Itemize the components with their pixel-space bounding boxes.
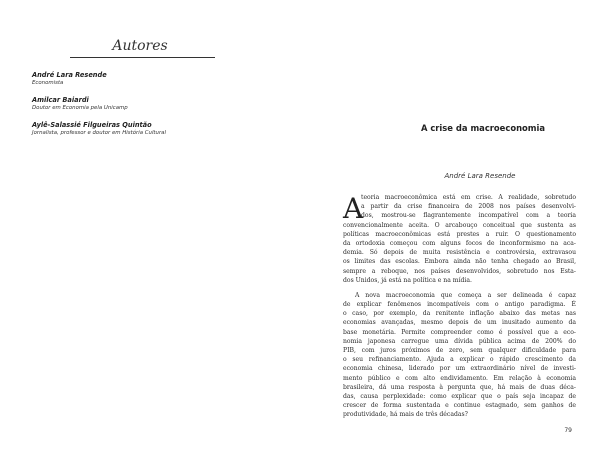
author-entry: [32, 96, 292, 112]
author-name: Amilcar Baiardi: [32, 96, 89, 104]
text-line: a partir da crise financeira de 2008 nos países desenvolvi-: [361, 203, 576, 211]
author-entry: [32, 121, 292, 137]
text-line: produtividade, há mais de três décadas?: [343, 411, 468, 419]
paragraph-2: [343, 291, 576, 420]
text-line: A nova macroeconomia que começa a ser delineada é capaz: [355, 291, 576, 299]
page-number: 79: [564, 427, 572, 434]
text-line: políticas macroeconômicas está prestes a ruir. O questionamento: [343, 230, 576, 238]
text-line: da ortodoxia começou com alguns focos de inconformismo na aca-: [343, 239, 576, 247]
text-line: sempre a reboque, nos países desenvolvidos, sobretudo nos Esta-: [343, 267, 576, 275]
author-role: Jornalista, professor e doutor em História Cultural: [32, 130, 166, 136]
text-line: brasileira, dá uma resposta à pergunta que, há mais de duas déca-: [343, 383, 576, 391]
text-line: convencionalmente aceita. O arcabouço conceitual que sustenta as: [343, 221, 576, 229]
text-line: teoria macroeconômica está em crise. A realidade, sobretudo: [361, 194, 576, 201]
text-line: base monetária. Permite compreender como é possível que a eco-: [343, 328, 576, 336]
text-line: dos Unidos, já está na política e na mídia.: [343, 276, 472, 284]
article-title: A crise da macroeconomia: [420, 123, 546, 133]
text-line: mento público e com alto endividamento. Em relação à economia: [343, 374, 576, 382]
paragraph-1: [343, 193, 576, 285]
author-name: André Lara Resende: [32, 71, 107, 79]
text-line: PIB, com juros próximos de zero, sem qualquer dificuldade para: [343, 347, 576, 354]
text-line: de explicar fenômenos incompatíveis com o antigo paradigma. É: [343, 301, 576, 309]
text-line: demia. Só depois de muita resistência e controvérsia, extravasou: [343, 249, 576, 257]
article-author: André Lara Resende: [444, 172, 516, 180]
author-entry: [32, 71, 292, 87]
author-name: Aylê-Salassié Filgueiras Quintão: [32, 121, 152, 129]
title-underline: [70, 57, 215, 58]
text-line: nomia japonesa carregue uma dívida pública acima de 200% do: [343, 337, 576, 345]
drop-cap: A: [343, 192, 364, 225]
article-body: [343, 193, 576, 420]
text-line: dos, mostrou-se flagrantemente incompatível com a teoria: [361, 212, 576, 220]
text-line: economias avançadas, mesmo depois de um inusitado aumento da: [343, 319, 576, 327]
text-line: crescer de forma sustentada e continue estagnado, sem ganhos de: [343, 402, 576, 410]
text-line: economia chinesa, liderado por um extraordinário nível de investi-: [343, 365, 576, 373]
text-line: o caso, por exemplo, da renitente inflação abaixo das metas nas: [343, 310, 576, 318]
text-line: das, causa perplexidade: como explicar que o país seja incapaz de: [343, 392, 576, 400]
right-page: [300, 0, 600, 453]
text-line: os limites das escolas. Embora ainda não tenha chegado ao Brasil,: [343, 258, 576, 266]
text-line: o seu refinanciamento. Ajuda a explicar o rápido crescimento da: [343, 356, 576, 364]
author-role: Economista: [32, 80, 64, 86]
authors-section-title: Autores: [112, 38, 168, 54]
author-role: Doutor em Economia pela Unicamp: [32, 105, 128, 111]
